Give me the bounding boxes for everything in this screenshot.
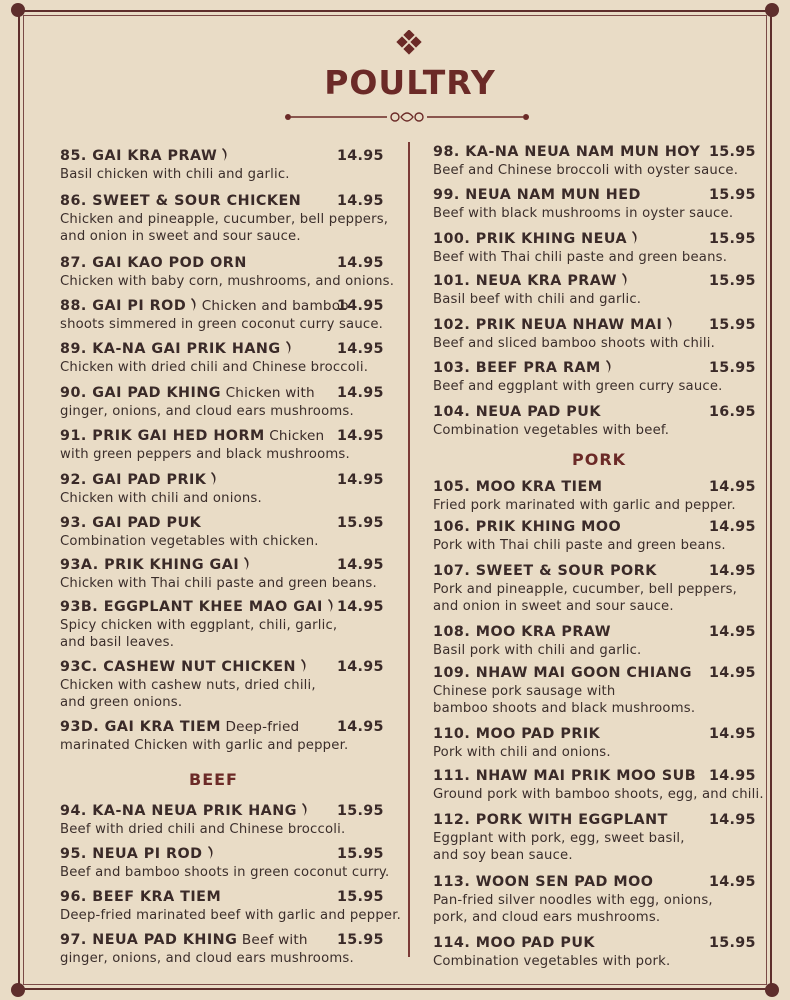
menu-item-description: and basil leaves. [60, 635, 175, 650]
chili-pepper-icon [243, 557, 250, 570]
menu-item-price: 14.95 [337, 385, 384, 401]
menu-item-name: 102. PRIK NEUA NHAW MAI [433, 317, 663, 333]
menu-item-header [60, 889, 401, 907]
menu-item [433, 812, 756, 864]
menu-item [433, 479, 756, 514]
menu-item-header [433, 144, 756, 162]
menu-item-inline-description: Chicken with [221, 385, 315, 401]
menu-item [433, 519, 756, 554]
menu-item-name: 91. PRIK GAI HED HORM [60, 428, 265, 444]
menu-item-header [433, 404, 756, 422]
menu-item-description: Beef and bamboo shoots in green coconut curry. [60, 865, 390, 880]
chili-pepper-icon [666, 317, 673, 330]
menu-item-header [433, 479, 756, 497]
menu-item [60, 298, 383, 333]
title-divider-ornament-icon [283, 108, 531, 126]
menu-item-name: 114. MOO PAD PUK [433, 935, 596, 951]
menu-item-header [60, 341, 384, 359]
menu-item [60, 846, 389, 881]
menu-item [433, 144, 756, 179]
menu-item-header [433, 935, 756, 953]
menu-item-header [60, 472, 384, 490]
menu-item-header [60, 932, 384, 950]
menu-item [60, 719, 384, 754]
menu-item-price: 15.95 [337, 889, 384, 905]
menu-item [433, 187, 756, 222]
menu-item-description: marinated Chicken with garlic and pepper. [60, 738, 349, 753]
menu-item-price: 14.95 [709, 519, 756, 535]
menu-item-name: 85. GAI KRA PRAW [60, 148, 218, 164]
menu-item-name: 92. GAI PAD PRIK [60, 472, 207, 488]
menu-item-description: Combination vegetables with pork. [433, 954, 671, 969]
menu-item [60, 148, 384, 183]
menu-item-price: 14.95 [709, 563, 756, 579]
menu-item-description: Basil pork with chili and garlic. [433, 643, 642, 658]
menu-item-header [433, 874, 756, 892]
menu-item-header [60, 148, 384, 166]
menu-item-price: 14.95 [337, 599, 384, 615]
menu-item-header [60, 515, 384, 533]
chili-pepper-icon [631, 231, 638, 244]
menu-item-price: 14.95 [337, 428, 384, 444]
menu-item-description: Spicy chicken with eggplant, chili, garlic, [60, 618, 338, 633]
menu-item [60, 193, 388, 245]
chili-pepper-icon [605, 360, 612, 373]
menu-item-inline-description: Chicken and bamboo [197, 298, 349, 314]
menu-item-price: 15.95 [709, 187, 756, 203]
menu-item-description: Pork with Thai chili paste and green beans. [433, 538, 726, 553]
menu-item-description: with green peppers and black mushrooms. [60, 447, 350, 462]
menu-item-price: 15.95 [337, 803, 384, 819]
menu-item-price: 15.95 [337, 846, 384, 862]
menu-item [433, 317, 756, 352]
menu-item-name: 88. GAI PI ROD [60, 298, 187, 314]
menu-item-header [433, 665, 756, 683]
menu-item [433, 935, 756, 970]
menu-item-description: shoots simmered in green coconut curry sauce. [60, 317, 384, 332]
menu-item-name: 97. NEUA PAD KHING [60, 932, 238, 948]
menu-item-description: Beef and sliced bamboo shoots with chili. [433, 336, 715, 351]
menu-item-price: 14.95 [337, 341, 384, 357]
chili-pepper-icon [207, 846, 214, 859]
menu-item-name: 94. KA-NA NEUA PRIK HANG [60, 803, 297, 819]
menu-item-description: Chicken and pineapple, cucumber, bell peppers, [60, 212, 389, 227]
menu-item [433, 726, 756, 761]
menu-item-description: Beef with dried chili and Chinese broccoli. [60, 822, 346, 837]
menu-item-name: 112. PORK WITH EGGPLANT [433, 812, 668, 828]
menu-item-header [433, 726, 756, 744]
menu-item-header [433, 360, 756, 378]
menu-item-name: 107. SWEET & SOUR PORK [433, 563, 657, 579]
menu-item-name: 105. MOO KRA TIEM [433, 479, 603, 495]
menu-item-description: and green onions. [60, 695, 183, 710]
menu-item-price: 14.95 [709, 726, 756, 742]
menu-item [433, 624, 756, 659]
menu-item-price: 16.95 [709, 404, 756, 420]
menu-item [60, 385, 384, 420]
menu-item-price: 14.95 [337, 298, 384, 314]
menu-item-header [433, 519, 756, 537]
menu-item-header [60, 719, 384, 737]
menu-item-header [60, 193, 388, 211]
menu-item-description: Basil chicken with chili and garlic. [60, 167, 290, 182]
menu-item-header [433, 187, 756, 205]
page-title: POULTRY [324, 63, 496, 102]
menu-item-description: and onion in sweet and sour sauce. [433, 599, 674, 614]
menu-item-name: 101. NEUA KRA PRAW [433, 273, 618, 289]
menu-item-price: 15.95 [709, 273, 756, 289]
menu-item-name: 113. WOON SEN PAD MOO [433, 874, 654, 890]
chili-pepper-icon [301, 803, 308, 816]
menu-item-price: 14.95 [337, 659, 384, 675]
menu-item-price: 14.95 [337, 255, 384, 271]
menu-item-price: 14.95 [709, 812, 756, 828]
menu-item [433, 404, 756, 439]
menu-item-description: Chicken with baby corn, mushrooms, and onions. [60, 274, 395, 289]
corner-ornament-icon [11, 3, 25, 17]
menu-item [60, 472, 384, 507]
menu-item [60, 255, 394, 290]
menu-item-description: Chicken with Thai chili paste and green beans. [60, 576, 377, 591]
menu-item [433, 563, 756, 615]
menu-item-header [433, 231, 756, 249]
menu-item-description: Chicken with cashew nuts, dried chili, [60, 678, 316, 693]
section-heading-pork: PORK [572, 450, 627, 469]
menu-item-header [60, 385, 384, 403]
menu-item [433, 273, 756, 308]
menu-item-header [60, 803, 384, 821]
menu-item-name: 93. GAI PAD PUK [60, 515, 202, 531]
menu-item [60, 599, 384, 651]
diamond-ornament-icon [395, 30, 423, 58]
menu-item [433, 768, 764, 803]
menu-item-description: and onion in sweet and sour sauce. [60, 229, 301, 244]
menu-item-price: 15.95 [337, 932, 384, 948]
menu-item-name: 89. KA-NA GAI PRIK HANG [60, 341, 281, 357]
menu-item-name: 103. BEEF PRA RAM [433, 360, 601, 376]
menu-item-inline-description: Beef with [237, 932, 308, 948]
menu-item-header [433, 563, 756, 581]
menu-item-header [433, 812, 756, 830]
menu-item [433, 874, 756, 926]
menu-item-header [60, 557, 384, 575]
menu-item-description: Pan-fried silver noodles with egg, onions, [433, 893, 713, 908]
menu-item [60, 889, 401, 924]
menu-item-name: 93D. GAI KRA TIEM [60, 719, 221, 735]
corner-ornament-icon [765, 983, 779, 997]
menu-item-description: Beef and Chinese broccoli with oyster sauce. [433, 163, 739, 178]
menu-item-name: 109. NHAW MAI GOON CHIANG [433, 665, 692, 681]
menu-item [433, 360, 756, 395]
menu-item-header [433, 624, 756, 642]
menu-item [60, 803, 384, 838]
menu-item-price: 14.95 [709, 624, 756, 640]
menu-item-price: 14.95 [337, 719, 384, 735]
chili-pepper-icon [300, 659, 307, 672]
menu-item-description: Chinese pork sausage with [433, 684, 616, 699]
menu-item-name: 93C. CASHEW NUT CHICKEN [60, 659, 297, 675]
menu-item-description: Pork and pineapple, cucumber, bell peppers, [433, 582, 738, 597]
menu-item-description: Fried pork marinated with garlic and pepper. [433, 498, 736, 513]
menu-item-description: Beef with black mushrooms in oyster sauce. [433, 206, 734, 221]
menu-item-inline-description: Deep-fried [220, 719, 300, 735]
menu-item-name: 95. NEUA PI ROD [60, 846, 203, 862]
menu-item [60, 341, 384, 376]
menu-item-description: Beef with Thai chili paste and green beans. [433, 250, 728, 265]
column-divider [408, 142, 410, 957]
menu-item-name: 98. KA-NA NEUA NAM MUN HOY [433, 144, 701, 160]
corner-ornament-icon [11, 983, 25, 997]
menu-item-name: 90. GAI PAD KHING [60, 385, 222, 401]
menu-item-price: 15.95 [709, 317, 756, 333]
menu-item-inline-description: Chicken [264, 428, 325, 444]
menu-item-description: ginger, onions, and cloud ears mushrooms. [60, 951, 354, 966]
menu-item-price: 15.95 [337, 515, 384, 531]
menu-item-price: 14.95 [337, 148, 384, 164]
menu-item [433, 665, 756, 717]
corner-ornament-icon [765, 3, 779, 17]
section-heading-beef: BEEF [189, 770, 238, 789]
chili-pepper-icon [210, 472, 217, 485]
menu-item-name: 108. MOO KRA PRAW [433, 624, 612, 640]
menu-item-price: 15.95 [709, 231, 756, 247]
menu-item-header [433, 273, 756, 291]
menu-item-price: 15.95 [709, 935, 756, 951]
menu-item-name: 99. NEUA NAM MUN HED [433, 187, 641, 203]
menu-item-price: 15.95 [709, 360, 756, 376]
menu-item-price: 14.95 [709, 768, 756, 784]
chili-pepper-icon [221, 148, 228, 161]
menu-item-name: 110. MOO PAD PRIK [433, 726, 601, 742]
menu-item-name: 96. BEEF KRA TIEM [60, 889, 222, 905]
menu-item-header [433, 317, 756, 335]
menu-item-price: 14.95 [709, 665, 756, 681]
menu-item-name: 106. PRIK KHING MOO [433, 519, 622, 535]
menu-item-description: pork, and cloud ears mushrooms. [433, 910, 661, 925]
chili-pepper-icon [621, 273, 628, 286]
menu-item-description: bamboo shoots and black mushrooms. [433, 701, 696, 716]
chili-pepper-icon [285, 341, 292, 354]
menu-item-description: Basil beef with chili and garlic. [433, 292, 642, 307]
menu-item-description: and soy bean sauce. [433, 848, 573, 863]
menu-item-description: Combination vegetables with beef. [433, 423, 670, 438]
menu-item-name: 86. SWEET & SOUR CHICKEN [60, 193, 302, 209]
menu-item-description: Eggplant with pork, egg, sweet basil, [433, 831, 685, 846]
menu-item-name: 93B. EGGPLANT KHEE MAO GAI [60, 599, 323, 615]
menu-item-description: Beef and eggplant with green curry sauce. [433, 379, 723, 394]
menu-item-name: 87. GAI KAO POD ORN [60, 255, 247, 271]
menu-item [60, 932, 384, 967]
menu-item-header [60, 599, 384, 617]
menu-item-header [60, 846, 389, 864]
menu-item-description: Chicken with chili and onions. [60, 491, 262, 506]
menu-item-name: 111. NHAW MAI PRIK MOO SUB [433, 768, 697, 784]
menu-item-description: Deep-fried marinated beef with garlic and pepper. [60, 908, 402, 923]
menu-item-description: Combination vegetables with chicken. [60, 534, 319, 549]
menu-item-header [433, 768, 764, 786]
menu-item [60, 428, 384, 463]
menu-item-header [60, 255, 394, 273]
menu-item-price: 15.95 [709, 144, 756, 160]
menu-item [60, 557, 384, 592]
menu-item [60, 659, 384, 711]
menu-item-header [60, 428, 384, 446]
menu-item [433, 231, 756, 266]
menu-item [60, 515, 384, 550]
menu-item-price: 14.95 [709, 479, 756, 495]
menu-item-price: 14.95 [337, 193, 384, 209]
menu-item-description: Pork with chili and onions. [433, 745, 611, 760]
menu-item-header [60, 298, 383, 316]
menu-item-header [60, 659, 384, 677]
menu-item-price: 14.95 [709, 874, 756, 890]
menu-item-description: Ground pork with bamboo shoots, egg, and chili. [433, 787, 764, 802]
menu-item-price: 14.95 [337, 472, 384, 488]
menu-item-name: 100. PRIK KHING NEUA [433, 231, 628, 247]
menu-item-description: Chicken with dried chili and Chinese broccoli. [60, 360, 369, 375]
menu-item-name: 104. NEUA PAD PUK [433, 404, 601, 420]
menu-item-price: 14.95 [337, 557, 384, 573]
menu-item-name: 93A. PRIK KHING GAI [60, 557, 240, 573]
menu-item-description: ginger, onions, and cloud ears mushrooms. [60, 404, 354, 419]
chili-pepper-icon [327, 599, 334, 612]
